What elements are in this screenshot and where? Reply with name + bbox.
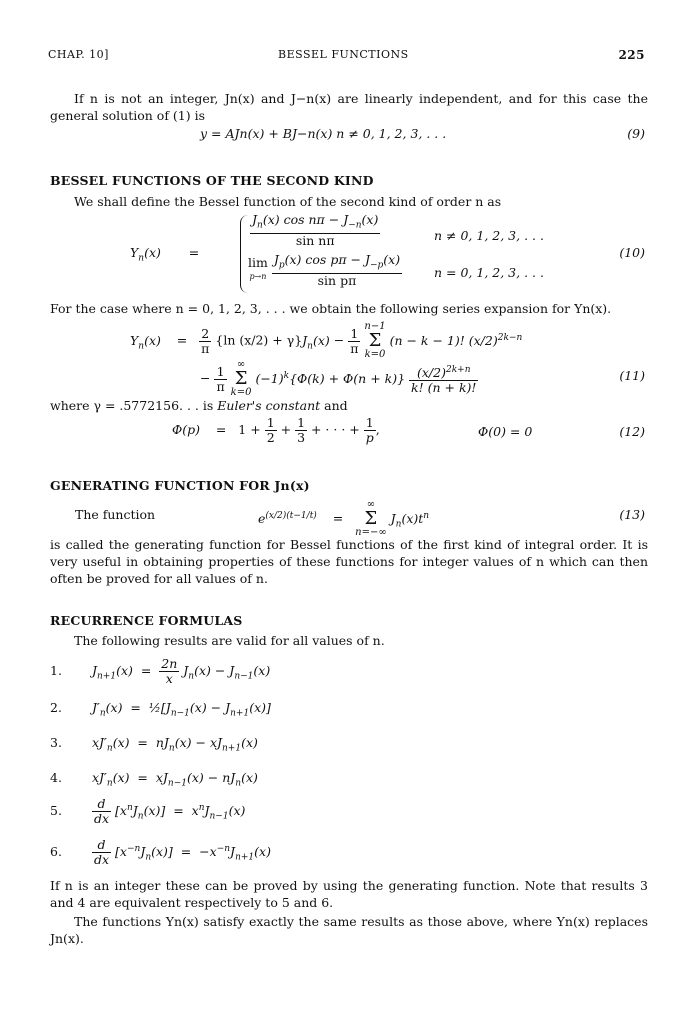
equation-13: $e^{(x/2)(t-1/t)}$ = ∞ Σ n=−∞ $J_n(x)t^n$: [258, 499, 430, 538]
recurrence-label: 4.: [50, 770, 62, 785]
second-kind-intro: We shall define the Bessel function of the second kind of order n as: [74, 194, 502, 209]
running-header-title: BESSEL FUNCTIONS: [278, 48, 409, 61]
recurrence-3: 3. $xJ'_n(x) = nJ_n(x) - xJ_{n+1}(x)$: [50, 735, 258, 754]
equation-13-number: (13): [619, 507, 645, 522]
recurrence-intro: The following results are valid for all values of n.: [74, 633, 385, 648]
equation-10-number: (10): [619, 245, 645, 260]
equation-9-number: (9): [627, 126, 645, 141]
yn-case-1-condition: n ≠ 0, 1, 2, 3, . . .: [434, 228, 544, 243]
equation-12-number: (12): [619, 424, 645, 439]
recurrence-label: 5.: [50, 803, 62, 818]
euler-constant-line: [50, 398, 348, 413]
recurrence-note-2: The functions Yn(x) satisfy exactly the same results as those above, where Yn(x) replaces Jn(x).: [50, 914, 648, 946]
yn-definition-lhs: $Y_n(x)$ =: [130, 245, 200, 264]
yn-case-2: lim p→n $\frac{J_p(x) \cos p\pi - J_{-p}(x)}{\text{sin pπ}}$: [248, 252, 401, 288]
generating-function-paragraph: is called the generating function for Bessel functions of the first kind of integral order. It is very useful in obtaining properties of these functions for integer values of n which can then often be proved for all values of n.: [50, 537, 648, 586]
recurrence-note-1: If n is an integer these can be proved by using the generating function. Note that results 3 and 4 are equivalent respectively to 5 and 6.: [50, 878, 648, 910]
running-header-chapter: CHAP. 10]: [48, 48, 109, 61]
euler-text-pre: where γ = .5772156. . . is: [50, 398, 214, 413]
recurrence-label: 3.: [50, 735, 62, 750]
yn-case-1: $\frac{J_n(x) \cos n\pi - J_{-n}(x)}{\text{sin nπ}}$: [252, 212, 379, 248]
yn-series-line-1: $Y_n(x)$ = $\frac{2}{\pi}$ {ln $(x/2) + \gamma\}J_n(x)$ − $\frac{1}{\pi}$ n−1 Σ k=0 (n − k − 1)! $(x/2)^{2k-n}$: [130, 321, 523, 360]
equation-11-number: (11): [619, 368, 645, 383]
recurrence-label: 6.: [50, 844, 62, 859]
recurrence-2: 2. $J'_n(x)$ = $\frac{1}{2}[J_{n-1}(x) - J_{n+1}(x)]$: [50, 700, 271, 719]
generating-function-label: The function: [75, 507, 156, 522]
yn-series-line-2: − $\frac{1}{\pi}$ ∞ Σ k=0 $(-1)^k\{\Phi(k) + \Phi(n + k)\}$ $\frac{(x/2)^{2k+n}}{k! (n + k)!}$: [200, 359, 477, 398]
heading-second-kind: BESSEL FUNCTIONS OF THE SECOND KIND: [50, 173, 374, 188]
equation-12: Φ(p) = 1 + $\frac{1}{2}$ + $\frac{1}{3}$ + · · · + $\frac{1}{p}$ ,: [172, 415, 380, 445]
euler-text-post: and: [324, 398, 348, 413]
heading-recurrence-formulas: RECURRENCE FORMULAS: [50, 613, 243, 628]
phi-zero: Φ(0) = 0: [478, 424, 533, 439]
recurrence-5: 5. $\frac{d}{dx}$ $[x^nJ_n(x)] = x^nJ_{n-1}(x)$: [50, 796, 246, 826]
page-number: 225: [618, 48, 645, 62]
series-intro: For the case where n = 0, 1, 2, 3, . . . we obtain the following series expansion for Yn(x).: [50, 301, 612, 316]
equation-9: y = AJn(x) + BJ−n(x) n ≠ 0, 1, 2, 3, . . .: [200, 126, 447, 141]
heading-generating-function: GENERATING FUNCTION FOR Jn(x): [50, 478, 310, 493]
recurrence-label: 2.: [50, 700, 62, 715]
intro-paragraph: If n is not an integer, Jn(x) and J−n(x) are linearly independent, and for this case the general solution of (1) is: [50, 91, 648, 123]
recurrence-label: 1.: [50, 663, 62, 678]
yn-case-2-condition: n = 0, 1, 2, 3, . . .: [434, 265, 544, 280]
recurrence-4: 4. $xJ'_n(x) = xJ_{n-1}(x) - nJ_n(x)$: [50, 770, 258, 789]
recurrence-1: 1. $J_{n+1}(x)$ = $\frac{2n}{x}$ $J_n(x) - J_{n-1}(x)$: [50, 656, 271, 686]
euler-constant-term: Euler's constant: [217, 398, 321, 413]
recurrence-6: 6. $\frac{d}{dx}$ $[x^{-n}J_n(x)] = -x^{-n}J_{n+1}(x)$: [50, 837, 271, 867]
